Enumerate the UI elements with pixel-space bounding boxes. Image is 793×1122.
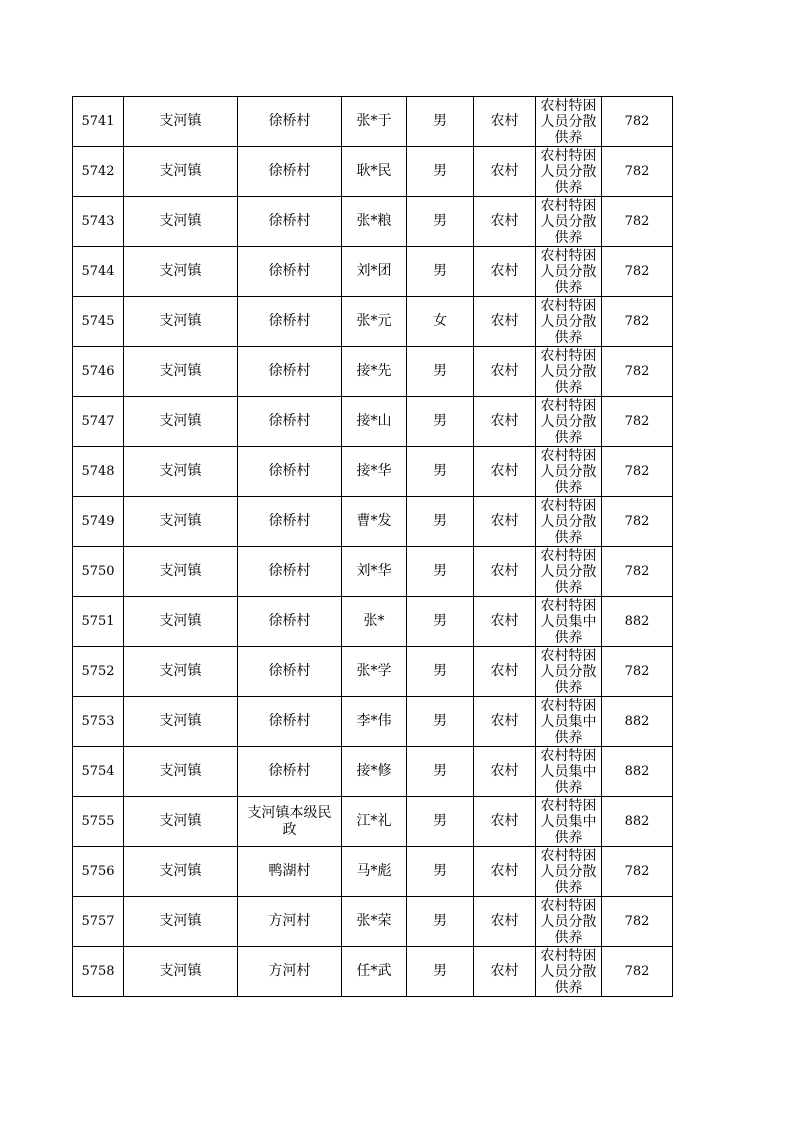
- cell-amount: 782: [602, 947, 673, 997]
- support-category-text: 农村特困人员分散供养: [540, 148, 597, 196]
- cell-area-type: 农村: [474, 597, 536, 647]
- table-row: [73, 397, 673, 447]
- cell-village: 徐桥村: [238, 547, 342, 597]
- cell-amount: 782: [602, 197, 673, 247]
- cell-serial-number: 5746: [73, 347, 124, 397]
- cell-person-name: 刘*华: [342, 547, 407, 597]
- cell-town: 支河镇: [124, 797, 238, 847]
- cell-town: 支河镇: [124, 397, 238, 447]
- cell-area-type: 农村: [474, 847, 536, 897]
- table-row: [73, 797, 673, 847]
- cell-amount: 882: [602, 597, 673, 647]
- cell-amount: 882: [602, 797, 673, 847]
- cell-serial-number: 5754: [73, 747, 124, 797]
- table-row: [73, 497, 673, 547]
- cell-area-type: 农村: [474, 197, 536, 247]
- cell-village: 徐桥村: [238, 647, 342, 697]
- cell-gender: 男: [407, 447, 474, 497]
- cell-serial-number: 5741: [73, 97, 124, 147]
- cell-town: 支河镇: [124, 647, 238, 697]
- support-category-text: 农村特困人员集中供养: [540, 698, 597, 746]
- cell-serial-number: 5742: [73, 147, 124, 197]
- cell-village: 鸭湖村: [238, 847, 342, 897]
- cell-support-category: [536, 747, 602, 797]
- records-table: [72, 96, 673, 997]
- cell-support-category: [536, 847, 602, 897]
- cell-support-category: [536, 97, 602, 147]
- cell-village: 徐桥村: [238, 397, 342, 447]
- cell-gender: 男: [407, 247, 474, 297]
- cell-person-name: 接*华: [342, 447, 407, 497]
- cell-support-category: [536, 447, 602, 497]
- cell-serial-number: 5757: [73, 897, 124, 947]
- cell-town: 支河镇: [124, 897, 238, 947]
- support-category-text: 农村特困人员分散供养: [540, 198, 597, 246]
- cell-support-category: [536, 897, 602, 947]
- support-category-text: 农村特困人员分散供养: [540, 348, 597, 396]
- cell-area-type: 农村: [474, 247, 536, 297]
- table-row: [73, 447, 673, 497]
- cell-village: 徐桥村: [238, 297, 342, 347]
- cell-area-type: 农村: [474, 647, 536, 697]
- cell-support-category: [536, 197, 602, 247]
- table-row: [73, 547, 673, 597]
- table-row: [73, 847, 673, 897]
- cell-town: 支河镇: [124, 447, 238, 497]
- cell-person-name: 张*荣: [342, 897, 407, 947]
- cell-town: 支河镇: [124, 497, 238, 547]
- cell-village: 徐桥村: [238, 247, 342, 297]
- cell-area-type: 农村: [474, 347, 536, 397]
- cell-gender: 男: [407, 147, 474, 197]
- cell-area-type: 农村: [474, 897, 536, 947]
- cell-gender: 男: [407, 397, 474, 447]
- cell-amount: 782: [602, 97, 673, 147]
- cell-serial-number: 5747: [73, 397, 124, 447]
- cell-town: 支河镇: [124, 547, 238, 597]
- cell-serial-number: 5753: [73, 697, 124, 747]
- cell-person-name: 任*武: [342, 947, 407, 997]
- cell-amount: 782: [602, 497, 673, 547]
- support-category-text: 农村特困人员分散供养: [540, 948, 597, 996]
- cell-serial-number: 5750: [73, 547, 124, 597]
- cell-town: 支河镇: [124, 847, 238, 897]
- cell-person-name: 李*伟: [342, 697, 407, 747]
- table-row: [73, 297, 673, 347]
- support-category-text: 农村特困人员分散供养: [540, 898, 597, 946]
- cell-person-name: 接*先: [342, 347, 407, 397]
- table-row: [73, 947, 673, 997]
- cell-village: 徐桥村: [238, 747, 342, 797]
- cell-person-name: 张*元: [342, 297, 407, 347]
- cell-town: 支河镇: [124, 597, 238, 647]
- cell-support-category: [536, 547, 602, 597]
- cell-support-category: [536, 397, 602, 447]
- cell-area-type: 农村: [474, 747, 536, 797]
- cell-gender: 男: [407, 697, 474, 747]
- cell-support-category: [536, 347, 602, 397]
- cell-village: 方河村: [238, 897, 342, 947]
- support-category-text: 农村特困人员分散供养: [540, 298, 597, 346]
- cell-gender: 男: [407, 847, 474, 897]
- cell-amount: 782: [602, 147, 673, 197]
- cell-person-name: 接*修: [342, 747, 407, 797]
- cell-serial-number: 5748: [73, 447, 124, 497]
- cell-gender: 男: [407, 197, 474, 247]
- cell-area-type: 农村: [474, 797, 536, 847]
- cell-village: 徐桥村: [238, 697, 342, 747]
- cell-amount: 782: [602, 297, 673, 347]
- support-category-text: 农村特困人员分散供养: [540, 248, 597, 296]
- cell-amount: 782: [602, 897, 673, 947]
- table-body: [73, 97, 673, 997]
- cell-amount: 782: [602, 247, 673, 297]
- cell-area-type: 农村: [474, 397, 536, 447]
- cell-town: 支河镇: [124, 747, 238, 797]
- cell-area-type: 农村: [474, 497, 536, 547]
- cell-town: 支河镇: [124, 247, 238, 297]
- cell-person-name: 刘*团: [342, 247, 407, 297]
- cell-person-name: 张*于: [342, 97, 407, 147]
- cell-serial-number: 5756: [73, 847, 124, 897]
- cell-area-type: 农村: [474, 147, 536, 197]
- cell-amount: 782: [602, 647, 673, 697]
- cell-amount: 782: [602, 447, 673, 497]
- cell-village: 徐桥村: [238, 197, 342, 247]
- cell-support-category: [536, 147, 602, 197]
- cell-amount: 782: [602, 347, 673, 397]
- cell-amount: 882: [602, 747, 673, 797]
- cell-serial-number: 5758: [73, 947, 124, 997]
- support-category-text: 农村特困人员集中供养: [540, 798, 597, 846]
- cell-support-category: [536, 297, 602, 347]
- cell-village: 方河村: [238, 947, 342, 997]
- cell-person-name: 张*学: [342, 647, 407, 697]
- cell-support-category: [536, 647, 602, 697]
- cell-gender: 男: [407, 497, 474, 547]
- cell-area-type: 农村: [474, 697, 536, 747]
- table-row: [73, 647, 673, 697]
- cell-person-name: 马*彪: [342, 847, 407, 897]
- support-category-text: 农村特困人员集中供养: [540, 748, 597, 796]
- cell-gender: 男: [407, 347, 474, 397]
- cell-gender: 男: [407, 547, 474, 597]
- cell-person-name: 接*山: [342, 397, 407, 447]
- table-row: [73, 897, 673, 947]
- table-row: [73, 197, 673, 247]
- cell-town: 支河镇: [124, 147, 238, 197]
- table-row: [73, 347, 673, 397]
- support-category-text: 农村特困人员分散供养: [540, 498, 597, 546]
- cell-person-name: 耿*民: [342, 147, 407, 197]
- cell-gender: 女: [407, 297, 474, 347]
- cell-area-type: 农村: [474, 297, 536, 347]
- cell-serial-number: 5749: [73, 497, 124, 547]
- cell-support-category: [536, 247, 602, 297]
- support-category-text: 农村特困人员分散供养: [540, 648, 597, 696]
- cell-support-category: [536, 947, 602, 997]
- cell-village: 徐桥村: [238, 497, 342, 547]
- table-row: [73, 747, 673, 797]
- cell-serial-number: 5751: [73, 597, 124, 647]
- cell-serial-number: 5752: [73, 647, 124, 697]
- cell-person-name: 江*礼: [342, 797, 407, 847]
- support-category-text: 农村特困人员分散供养: [540, 98, 597, 146]
- cell-amount: 782: [602, 847, 673, 897]
- cell-gender: 男: [407, 747, 474, 797]
- cell-town: 支河镇: [124, 197, 238, 247]
- cell-gender: 男: [407, 947, 474, 997]
- cell-village: 支河镇本级民政: [238, 797, 342, 847]
- support-category-text: 农村特困人员分散供养: [540, 548, 597, 596]
- cell-town: 支河镇: [124, 347, 238, 397]
- support-category-text: 农村特困人员分散供养: [540, 398, 597, 446]
- cell-person-name: 张*粮: [342, 197, 407, 247]
- cell-village: 徐桥村: [238, 147, 342, 197]
- cell-support-category: [536, 597, 602, 647]
- support-category-text: 农村特困人员集中供养: [540, 598, 597, 646]
- cell-serial-number: 5745: [73, 297, 124, 347]
- cell-amount: 782: [602, 397, 673, 447]
- cell-town: 支河镇: [124, 297, 238, 347]
- cell-gender: 男: [407, 597, 474, 647]
- cell-serial-number: 5755: [73, 797, 124, 847]
- cell-village: 徐桥村: [238, 447, 342, 497]
- cell-village: 徐桥村: [238, 347, 342, 397]
- support-category-text: 农村特困人员分散供养: [540, 848, 597, 896]
- cell-gender: 男: [407, 797, 474, 847]
- cell-village: 徐桥村: [238, 597, 342, 647]
- cell-area-type: 农村: [474, 547, 536, 597]
- cell-town: 支河镇: [124, 947, 238, 997]
- cell-gender: 男: [407, 97, 474, 147]
- cell-gender: 男: [407, 897, 474, 947]
- cell-area-type: 农村: [474, 947, 536, 997]
- table-row: [73, 597, 673, 647]
- cell-amount: 782: [602, 547, 673, 597]
- cell-village: 徐桥村: [238, 97, 342, 147]
- table-row: [73, 147, 673, 197]
- cell-support-category: [536, 697, 602, 747]
- support-category-text: 农村特困人员分散供养: [540, 448, 597, 496]
- table-row: [73, 697, 673, 747]
- cell-serial-number: 5744: [73, 247, 124, 297]
- cell-gender: 男: [407, 647, 474, 697]
- cell-town: 支河镇: [124, 697, 238, 747]
- cell-amount: 882: [602, 697, 673, 747]
- cell-town: 支河镇: [124, 97, 238, 147]
- cell-serial-number: 5743: [73, 197, 124, 247]
- cell-area-type: 农村: [474, 447, 536, 497]
- cell-person-name: 张*: [342, 597, 407, 647]
- cell-area-type: 农村: [474, 97, 536, 147]
- cell-support-category: [536, 497, 602, 547]
- cell-person-name: 曹*发: [342, 497, 407, 547]
- table-row: [73, 97, 673, 147]
- table-row: [73, 247, 673, 297]
- cell-support-category: [536, 797, 602, 847]
